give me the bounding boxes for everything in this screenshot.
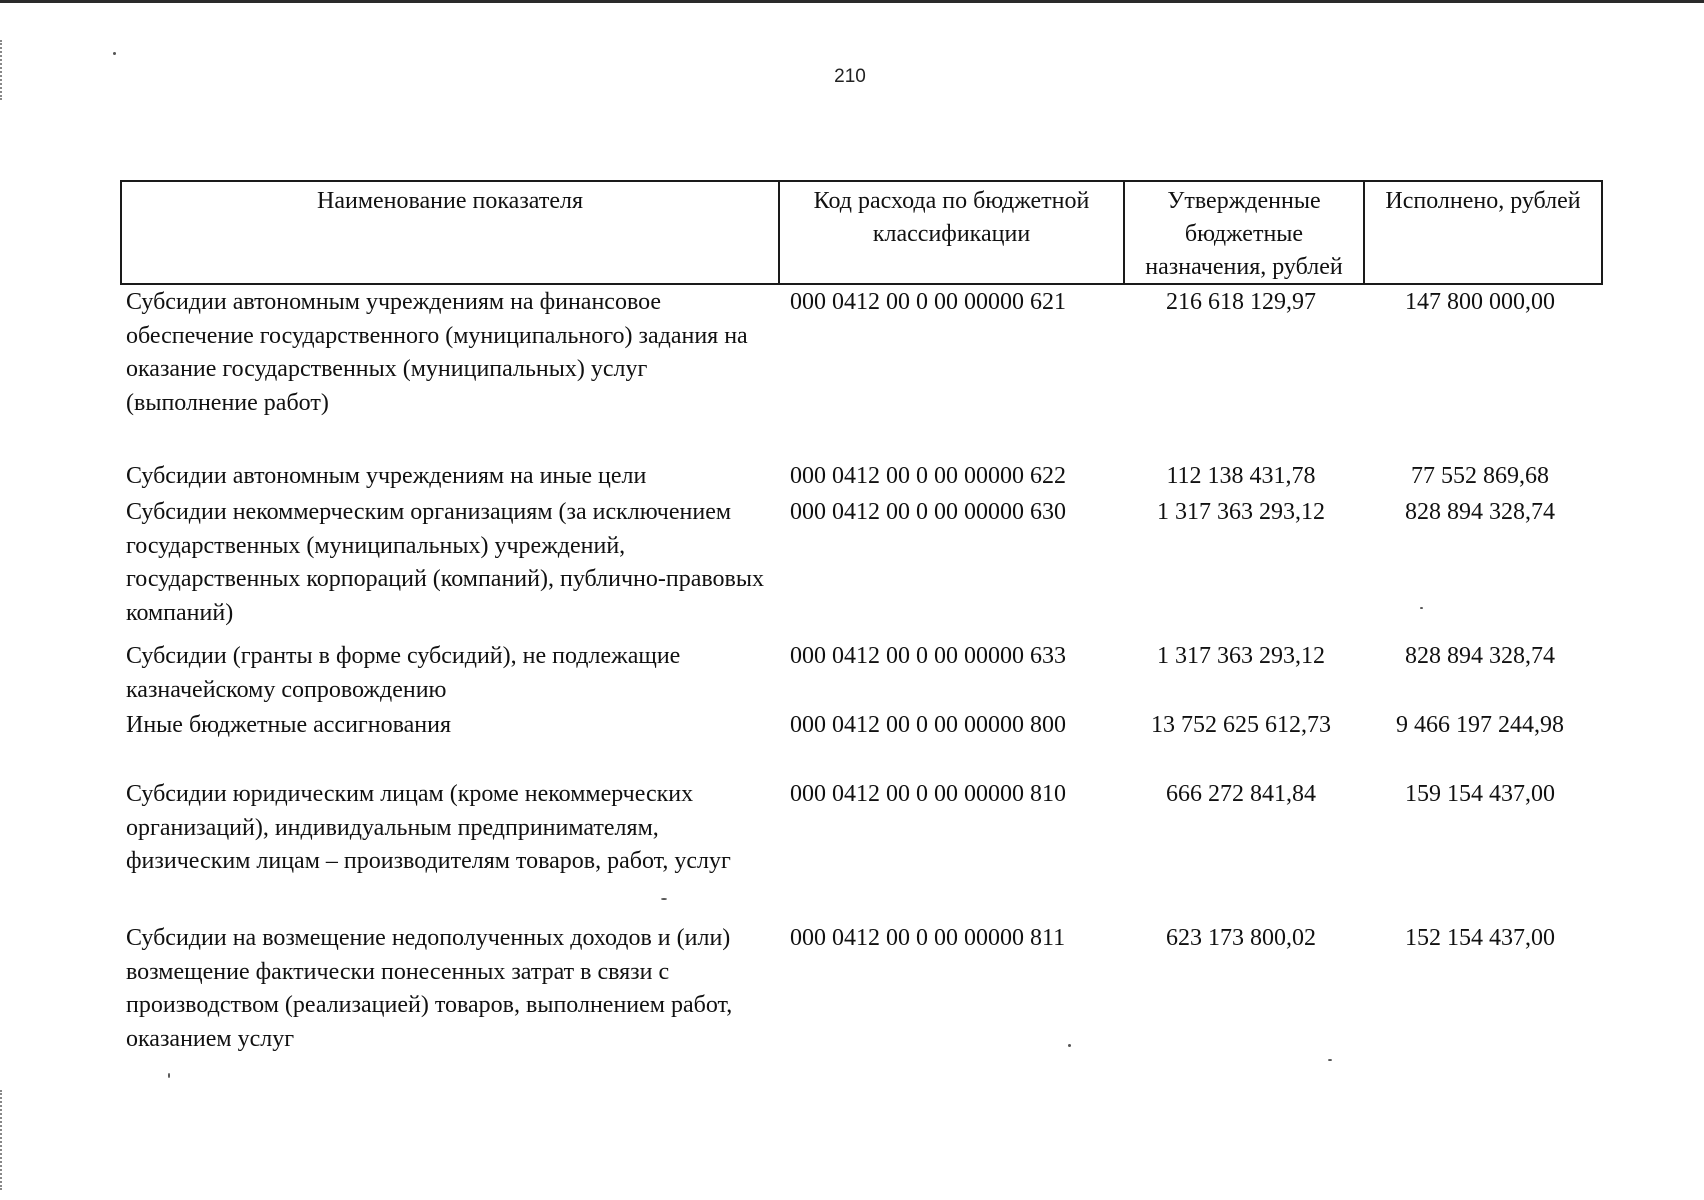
table-row xyxy=(120,778,1603,879)
row-done: 152 154 437,00 xyxy=(1405,925,1555,951)
row-code: 000 0412 00 0 00 00000 633 xyxy=(790,643,1066,669)
scan-edge-noise xyxy=(0,1090,12,1190)
row-done: 159 154 437,00 xyxy=(1405,781,1555,807)
row-code: 000 0412 00 0 00 00000 811 xyxy=(790,925,1066,951)
scan-speck xyxy=(168,1073,170,1078)
row-name: Субсидии автономным учреждениям на финансовое обеспечение государственного (муниципального) задания на оказание государственных (муниципальных) услуг (выполнение работ) xyxy=(126,289,748,416)
scan-speck xyxy=(1328,1059,1332,1061)
header-code: Код расхода по бюджетной классификации xyxy=(778,182,1123,283)
row-done: 9 466 197 244,98 xyxy=(1396,712,1564,738)
row-plan: 623 173 800,02 xyxy=(1166,925,1316,951)
page-number: 210 xyxy=(834,66,866,87)
header-plan: Утвержденные бюджетные назначения, рублей xyxy=(1123,182,1363,283)
row-done: 77 552 869,68 xyxy=(1411,463,1549,489)
row-plan: 1 317 363 293,12 xyxy=(1157,643,1325,669)
row-name: Субсидии некоммерческим организациям (за исключением государственных (муниципальных) учреждений, государственных корпораций (компаний), публично-правовых компаний) xyxy=(126,499,764,626)
table-header xyxy=(120,180,1603,285)
row-name: Субсидии юридическим лицам (кроме некоммерческих организаций), индивидуальным предпринимателям, физическим лицам – производителям товаров, работ, услуг xyxy=(126,781,731,874)
scan-edge-noise xyxy=(0,40,12,100)
row-name: Субсидии на возмещение недополученных доходов и (или) возмещение фактически понесенных затрат в связи с производством (реализацией) товаров, выполнением работ, оказанием услуг xyxy=(126,925,733,1052)
header-name: Наименование показателя xyxy=(317,188,583,214)
row-code: 000 0412 00 0 00 00000 630 xyxy=(790,499,1066,525)
scan-speck xyxy=(1420,607,1423,609)
scan-speck xyxy=(661,898,667,900)
row-done: 828 894 328,74 xyxy=(1405,643,1555,669)
row-done: 147 800 000,00 xyxy=(1405,289,1555,315)
table-row xyxy=(120,640,1603,707)
table-row xyxy=(120,460,1603,494)
table-row xyxy=(120,286,1603,420)
row-plan: 216 618 129,97 xyxy=(1166,289,1316,315)
row-plan: 112 138 431,78 xyxy=(1166,463,1316,489)
header-done: Исполнено, рублей xyxy=(1363,182,1601,283)
row-plan: 13 752 625 612,73 xyxy=(1151,712,1331,738)
row-name: Субсидии (гранты в форме субсидий), не подлежащие казначейскому сопровождению xyxy=(126,643,681,703)
table-row xyxy=(120,709,1603,743)
top-border-line xyxy=(0,0,1704,3)
table-row xyxy=(120,922,1603,1056)
table-row xyxy=(120,496,1603,630)
row-name: Иные бюджетные ассигнования xyxy=(126,712,451,738)
row-plan: 666 272 841,84 xyxy=(1166,781,1316,807)
row-code: 000 0412 00 0 00 00000 621 xyxy=(790,289,1066,315)
row-code: 000 0412 00 0 00 00000 622 xyxy=(790,463,1066,489)
row-name: Субсидии автономным учреждениям на иные цели xyxy=(126,463,647,489)
row-plan: 1 317 363 293,12 xyxy=(1157,499,1325,525)
scan-speck xyxy=(113,52,116,55)
row-code: 000 0412 00 0 00 00000 800 xyxy=(790,712,1066,738)
scan-speck xyxy=(1068,1044,1071,1047)
row-code: 000 0412 00 0 00 00000 810 xyxy=(790,781,1066,807)
row-done: 828 894 328,74 xyxy=(1405,499,1555,525)
